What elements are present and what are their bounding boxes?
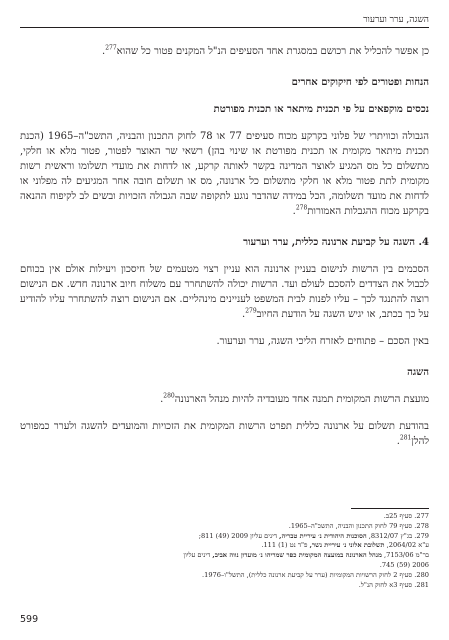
plans-paragraph: הגבולה וכוויתרי של פלוני בקרקע מכוח סעיפים 77 או 78 לחוק התכנון והבניה, התשכ"ה–1965 (הכנת תכנית מיתאר מקומית או תכנית מפורטת או שינוי בהן) רשאי שר האוצר לפטור, פטור מלא או חלקי, מתשלום כל מס המגיע לאוצר המדינה בקשר לאותה קרקע, או לדחות את מועדי תשלומו וראשית רשות מקומית לתת פטור מלא או חלקי מתשלום כל ארנונה, מס או תשלום חובה אחר המגיעים לה מפלוני או לדחות את מועד תשלומה, הכל במידה שהדבר נוגע לתקופה שבה הגבולה הזכויות ובשים לב לקיפוח ההנאה בקרקע מכוח ההגבלות האמורות$^{278}$. (20, 131, 429, 217)
footnote-ref[interactable]: 279 (245, 307, 257, 315)
footnotes (20, 512, 429, 590)
heading-discounts: הנחות ופטורים לפי חיקוקים אחרים (291, 77, 429, 88)
footnote-continued: 2006 (59) 745. (379, 560, 429, 569)
heading-frozen-plans: נכסים מוקפאים על פי תכנית מיתאר או תכנית מפורטת (213, 104, 429, 115)
footnote-ref[interactable]: 278 (295, 204, 308, 212)
footnote-ref[interactable]: 281 (399, 434, 412, 442)
footnote-ref[interactable]: 280 (163, 392, 175, 400)
footnote: 280. סעיף 2 לחוק הרשויות המקומיות (ערר על קביעת ארנונה כללית), התשל"ו–1976. (202, 570, 429, 579)
running-head: השגה, ערר וערעור (20, 14, 429, 28)
intro-paragraph: כן אפשר להכליל את רכושם במסגרת אחד הסעיפים הנ"ל המקנים פטור כל שהוא$^{277}$. (102, 44, 429, 57)
appeal-paragraph: הסכמים בין הרשות לנישום בעניין ארנונה הוא עניין רצוי מטעמים של חיסכון ויעילות אולם אין בכוחם לכבול את הצדדים להסכם לעולם ועד. הרשות יכולה להשתחרר עם משלוח חיוב ארנונה חדש. אם הנישום רוצה להתנגד לכך – עליו לפנות לבית המשפט לעניינים מינהליים. אם הנישום רוצה להשתחרר עליו להודיע על כך בכתב, או יגיש השגה על הודעת החיוב$^{279}$. (20, 264, 429, 320)
no-agreement-line: באין הסכם – פתוחים לאזרח הליכי השגה, ערר וערעור. (216, 336, 429, 347)
footnote-continued: ע"א 2064/02, תשלובת אלוני נ׳ עיריית נשר, פ"ד נט (1) 111. (261, 541, 429, 550)
footnote-divider (351, 508, 429, 509)
objection-line: מועצת הרשות המקומית תמנה אחד מעובדיה להיות מנהל הארנונה$^{280}$. (160, 392, 429, 405)
page-number: 599 (20, 614, 39, 625)
notice-paragraph: בהודעת תשלום על ארנונה כללית תפרט הרשות המקומית את הזכויות והמועדים להשגה ולערר כמפורט להלן$^{281}$. (20, 421, 429, 447)
footnote: 281. סעיף 3א לחוק הנ"ל. (358, 580, 429, 589)
heading-section-4: 4. השגה על קביעת ארנונה כללית, ערר וערעור (243, 237, 429, 248)
footnote: 279. בג"ץ 8312/07, הסוכנות היהודית נ׳ עיריית טבריה, דינים עליון 2009 (49) 811; (198, 531, 429, 540)
footnote: 277. סעיף 25ב. (383, 512, 429, 520)
heading-objection: השגה (407, 367, 429, 378)
footnote-continued: בר"מ 7153/06, מנהל הארנונה במועצה המקומית כפר שמריהו נ׳ מועדון נווה אביב, דינים עליון (183, 551, 429, 560)
footnote-ref[interactable]: 277 (105, 44, 117, 52)
main-text (20, 44, 429, 449)
footnote: 278. סעיף 79 לחוק התכנון והבניה, התשכ"ה–1965. (288, 521, 429, 530)
